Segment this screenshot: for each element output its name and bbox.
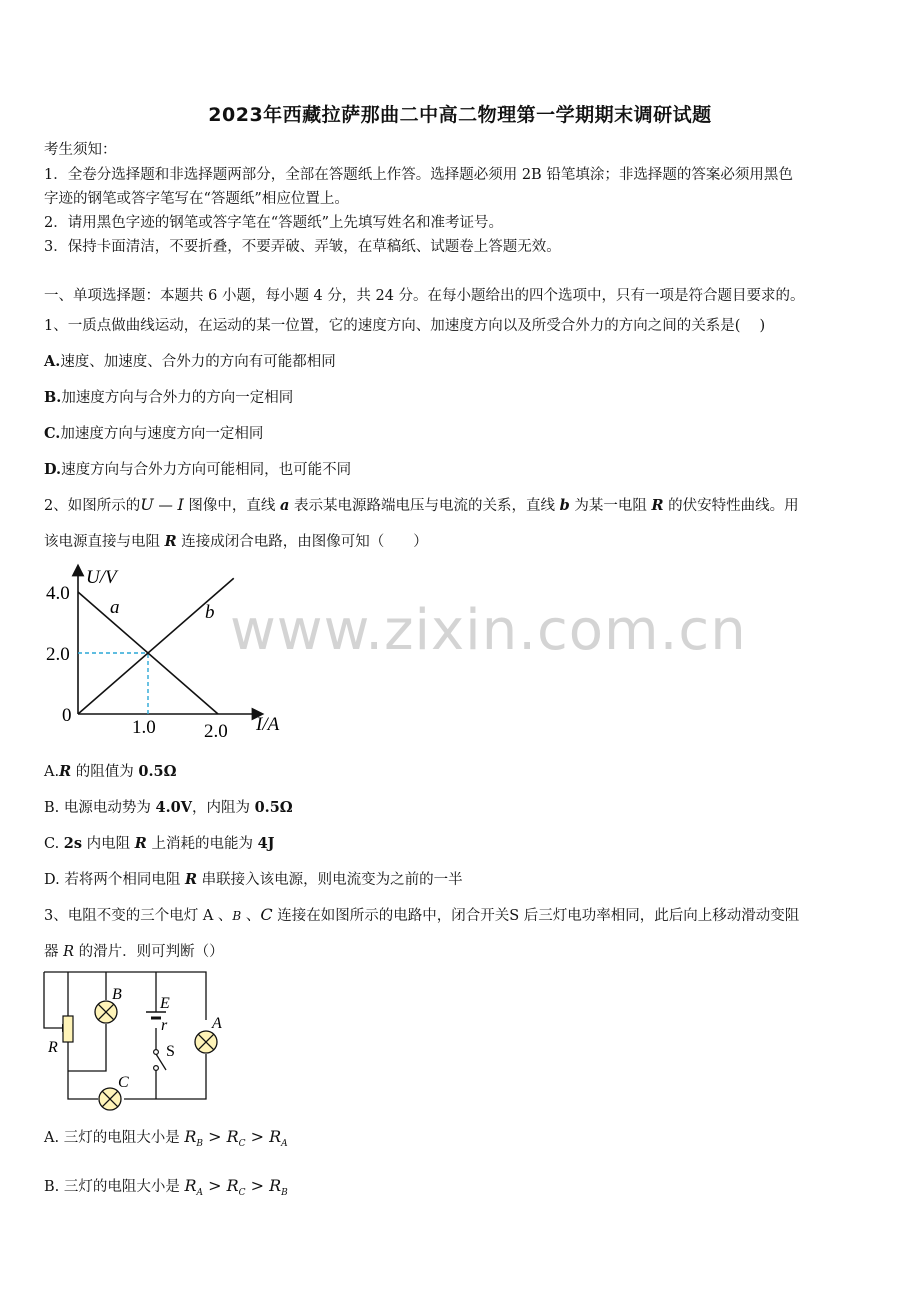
notice-item-3: 3．保持卡面清洁，不要折叠，不要弄破、弄皱，在草稿纸、试题卷上答题无效。 bbox=[44, 239, 561, 255]
circuit-label-rheostat: R bbox=[48, 1039, 58, 1056]
x-tick-label: 1.0 bbox=[132, 717, 156, 738]
x-tick-label: 2.0 bbox=[204, 721, 228, 742]
option-text: D. 若将两个相同电阻 bbox=[44, 872, 185, 888]
notice-item-2: 2．请用黑色字迹的钢笔或答字笔在“答题纸”上先填写姓名和准考证号。 bbox=[44, 215, 504, 231]
option-text: 串联接入该电源，则电流变为之前的一半 bbox=[197, 872, 463, 888]
stem-text: 2、如图所示的 bbox=[44, 498, 141, 514]
rheostat-icon bbox=[63, 1016, 73, 1042]
notice-item-1-line-2: 字迹的钢笔或答字笔写在“答题纸”相应位置上。 bbox=[44, 191, 349, 207]
option-text: C. bbox=[44, 836, 64, 852]
q1-stem: 1、一质点做曲线运动，在运动的某一位置，它的速度方向、加速度方向以及所受合外力的方向之间的关系是( ) bbox=[44, 318, 766, 334]
symbol-b: B bbox=[232, 909, 242, 923]
circuit-label-e: E bbox=[160, 995, 170, 1012]
option-text: 加速度方向与速度方向一定相同 bbox=[60, 426, 264, 442]
value: 2s bbox=[63, 835, 83, 852]
option-text: 内电阻 bbox=[82, 836, 135, 852]
q1-option-b bbox=[44, 386, 293, 407]
q1-option-d bbox=[44, 458, 351, 479]
y-axis-label: U/V bbox=[86, 567, 117, 588]
notice-heading: 考生须知： bbox=[44, 142, 117, 158]
q2-option-a bbox=[44, 760, 177, 781]
option-letter: C. bbox=[44, 425, 61, 442]
option-letter: A. bbox=[44, 353, 61, 370]
option-letter: D. bbox=[44, 461, 62, 478]
lamp-c-icon bbox=[99, 1088, 121, 1110]
value: 4.0V bbox=[155, 799, 192, 816]
origin-label: 0 bbox=[62, 705, 72, 726]
value: 0.5Ω bbox=[254, 799, 293, 816]
option-text: 的阻值为 bbox=[71, 764, 139, 780]
resistance-inequality: $R_A > R_C > R_B$ bbox=[184, 1176, 288, 1199]
circuit-label-r: r bbox=[161, 1017, 168, 1034]
value: 0.5Ω bbox=[138, 763, 177, 780]
q3-option-b bbox=[44, 1175, 288, 1198]
stem-text: 连接在如图所示的电路中，闭合开关S 后三灯电功率相同，此后向上移动滑动变阻 bbox=[272, 908, 800, 924]
option-text: A. bbox=[44, 764, 60, 780]
q2-stem-line-2 bbox=[44, 530, 428, 551]
line-a-label: a bbox=[110, 597, 120, 618]
symbol-b: b bbox=[559, 497, 570, 514]
value: 4J bbox=[257, 835, 275, 852]
q3-stem-line-1 bbox=[44, 904, 799, 925]
stem-text: — bbox=[153, 498, 178, 514]
symbol-i: I bbox=[177, 495, 184, 514]
q2-option-c bbox=[44, 832, 275, 853]
stem-text: 连接成闭合电路，由图像可知（ ） bbox=[176, 534, 428, 550]
option-text: 速度、加速度、合外力的方向有可能都相同 bbox=[60, 354, 336, 370]
notice-item-1-line-1: 1．全卷分选择题和非选择题两部分，全部在答题纸上作答。选择题必须用 2B 铅笔填涂；非选择题的答案必须用黑色 bbox=[44, 167, 793, 183]
option-text: A. 三灯的电阻大小是 bbox=[44, 1130, 185, 1146]
page-title: 2023年西藏拉萨那曲二中高二物理第一学期期末调研试题 bbox=[208, 104, 712, 126]
option-text: B. 三灯的电阻大小是 bbox=[44, 1179, 185, 1195]
stem-text: 该电源直接与电阻 bbox=[44, 534, 165, 550]
symbol-a: a bbox=[279, 497, 290, 514]
circuit-diagram bbox=[40, 966, 230, 1116]
q2-option-d bbox=[44, 868, 463, 889]
switch-contact bbox=[154, 1066, 159, 1071]
q3-stem-line-2 bbox=[44, 940, 224, 961]
slider-wire bbox=[44, 972, 62, 1028]
circuit-label-b: B bbox=[112, 986, 122, 1003]
circuit-label-a: A bbox=[212, 1015, 222, 1032]
wire bbox=[68, 1024, 106, 1071]
symbol-c: C bbox=[260, 905, 273, 924]
y-tick-label: 4.0 bbox=[46, 583, 70, 604]
section-1-heading: 一、单项选择题：本题共 6 小题，每小题 4 分，共 24 分。在每小题给出的四个选项中，只有一项是符合题目要求的。 bbox=[44, 288, 805, 304]
symbol-r: R bbox=[651, 497, 664, 514]
switch-contact bbox=[154, 1050, 159, 1055]
stem-text: 器 bbox=[44, 944, 64, 960]
symbol-r: R bbox=[164, 533, 177, 550]
series-line-b bbox=[78, 578, 234, 714]
lamp-a-icon bbox=[195, 1031, 217, 1053]
option-text: 加速度方向与合外力的方向一定相同 bbox=[61, 390, 294, 406]
q2-option-b bbox=[44, 796, 293, 817]
option-letter: B. bbox=[44, 389, 62, 406]
symbol-r: R bbox=[59, 763, 72, 780]
option-text: B. 电源电动势为 bbox=[44, 800, 156, 816]
lamp-b-icon bbox=[95, 1001, 117, 1023]
q2-stem-line-1 bbox=[44, 494, 799, 515]
stem-text: 表示某电源路端电压与电流的关系，直线 bbox=[289, 498, 560, 514]
x-axis-label: I/A bbox=[256, 714, 280, 735]
stem-text: 的滑片．则可判断（） bbox=[74, 944, 224, 960]
stem-text: 、 bbox=[241, 908, 261, 924]
line-b-label: b bbox=[205, 602, 215, 623]
stem-text: 图像中，直线 bbox=[183, 498, 280, 514]
symbol-r: R bbox=[63, 944, 75, 960]
option-text: 上消耗的电能为 bbox=[146, 836, 258, 852]
q1-option-c bbox=[44, 422, 263, 443]
circuit-label-c: C bbox=[118, 1074, 129, 1091]
option-text: ，内阻为 bbox=[191, 800, 255, 816]
symbol-u: U bbox=[140, 495, 154, 514]
stem-text: 为某一电阻 bbox=[569, 498, 652, 514]
resistance-inequality: $R_B > R_C > R_A$ bbox=[184, 1127, 288, 1150]
y-tick-label: 2.0 bbox=[46, 644, 70, 665]
q1-option-a bbox=[44, 350, 336, 371]
symbol-r: R bbox=[134, 835, 147, 852]
wire bbox=[124, 1054, 206, 1099]
watermark: www.zixin.com.cn bbox=[230, 598, 747, 663]
option-text: 速度方向与合外力方向可能相同，也可能不同 bbox=[61, 462, 352, 478]
stem-text: 3、电阻不变的三个电灯 A 、 bbox=[44, 908, 233, 924]
symbol-r: R bbox=[184, 871, 197, 888]
stem-text: 的伏安特性曲线。用 bbox=[663, 498, 799, 514]
circuit-label-s: S bbox=[166, 1043, 175, 1060]
q3-option-a bbox=[44, 1126, 288, 1149]
